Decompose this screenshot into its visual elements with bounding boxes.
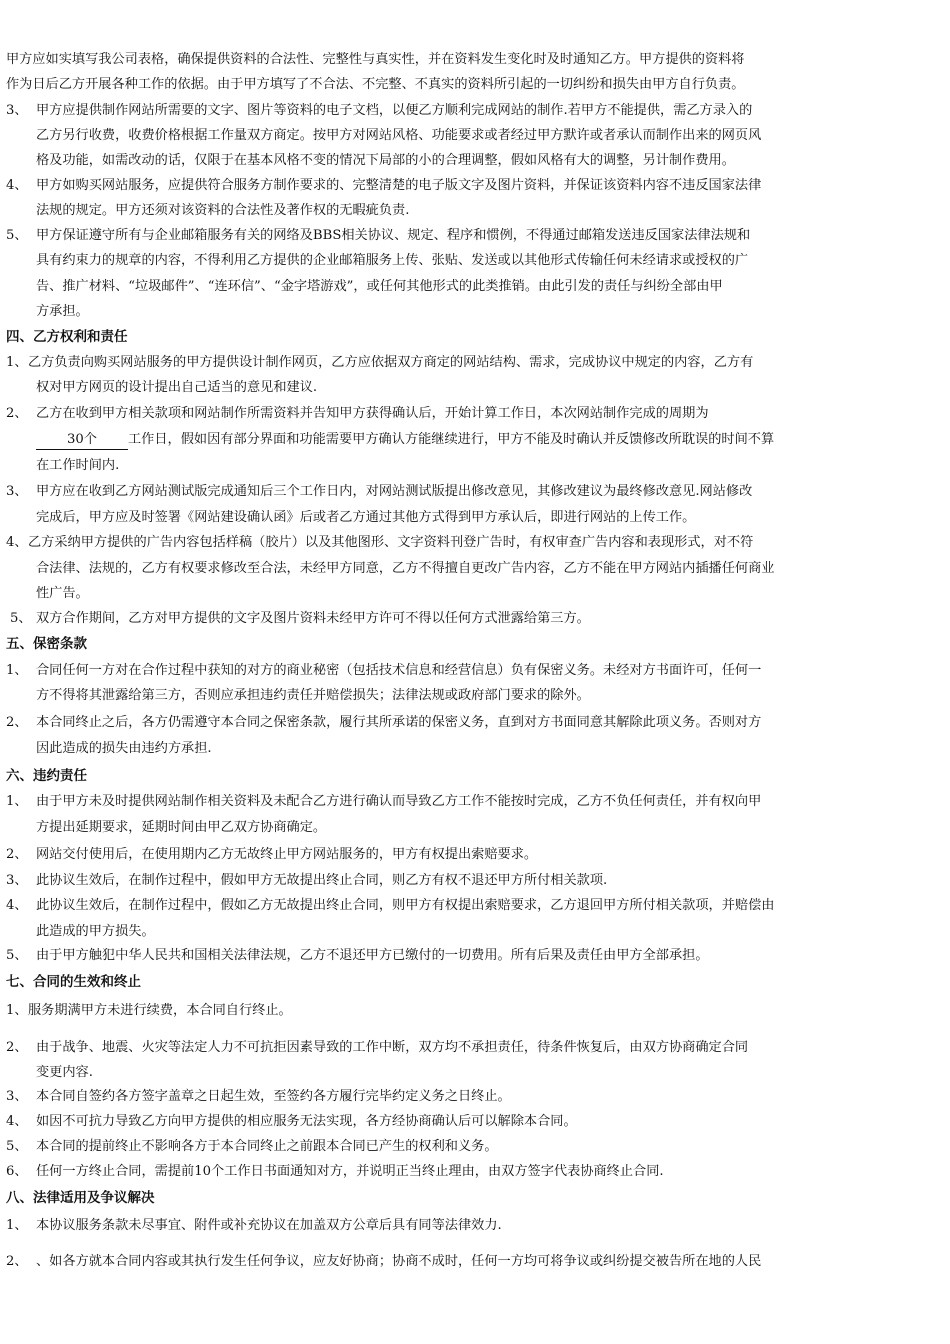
- clause-text: 本合同终止之后，各方仍需遵守本合同之保密条款，履行其所承诺的保密义务，直到对方书面同意其解除此项义务。否则对方: [36, 715, 762, 730]
- clause-text: 由于甲方触犯中华人民共和国相关法律法规，乙方不退还甲方已缴付的一切费用。所有后果及责任由甲方全部承担。: [36, 948, 709, 963]
- clause-text: 甲方保证遵守所有与企业邮箱服务有关的网络及BBS相关协议、规定、程序和惯例，不得通过邮箱发送违反国家法律法规和: [36, 228, 751, 243]
- clause-number: 4、: [6, 535, 28, 550]
- clause-line: [0, 530, 950, 556]
- clause-text: 具有约束力的规章的内容，不得利用乙方提供的企业邮箱服务上传、张贴、发送或以其他形式传输任何未经请求或授权的广: [36, 253, 749, 268]
- clause-line: [0, 223, 950, 249]
- clause-line: [0, 427, 950, 453]
- clause-number: 6、: [6, 1164, 28, 1179]
- clause-text: 乙方另行收费，收费价格根据工作量双方商定。按甲方对网站风格、功能要求或者经过甲方默许或者承认而制作出来的网页风: [36, 128, 762, 143]
- clause-line: [0, 893, 950, 919]
- clause-number: 2、: [6, 715, 28, 730]
- clause-text: 告、推广材料、“垃圾邮件”、“连环信”、“金字塔游戏”，或任何其他形式的此类推销。由此引发的责任与纠纷全部由甲: [36, 279, 723, 294]
- clause-text: 方不得将其泄露给第三方，否则应承担违约责任并赔偿损失；法律法规或政府部门要求的除外。: [36, 688, 590, 703]
- section-heading: [0, 631, 950, 657]
- clause-line: [0, 248, 950, 274]
- clause-text: 合法律、法规的，乙方有权要求修改至合法，未经甲方同意，乙方不得擅自更改广告内容，乙方不能在甲方网站内插播任何商业: [36, 561, 775, 576]
- clause-text: 本合同自签约各方签字盖章之日起生效，至签约各方履行完毕约定义务之日终止。: [36, 1089, 511, 1104]
- clause-line: [0, 274, 950, 300]
- clause-text: 法规的规定。甲方还须对该资料的合法性及著作权的无暇疵负责.: [36, 203, 410, 218]
- clause-line: [0, 1134, 950, 1160]
- clause-text: 、如各方就本合同内容或其执行发生任何争议，应友好协商；协商不成时，任何一方均可将争议或纠纷提交被告所在地的人民: [36, 1254, 762, 1269]
- clause-line: [0, 683, 950, 709]
- clause-text: 由于甲方未及时提供网站制作相关资料及未配合乙方进行确认而导致乙方工作不能按时完成，乙方不负任何责任，并有权向甲: [36, 794, 762, 809]
- clause-text: 服务期满甲方未进行续费，本合同自行终止。: [28, 1003, 292, 1018]
- clause-text: 变更内容.: [36, 1065, 93, 1080]
- clause-text: 如因不可抗力导致乙方向甲方提供的相应服务无法实现，各方经协商确认后可以解除本合同。: [36, 1114, 577, 1129]
- clause-line: [0, 789, 950, 815]
- fill-in-blank: 30个: [36, 431, 128, 450]
- clause-line: [0, 148, 950, 174]
- clause-line: [0, 505, 950, 531]
- clause-text: 合同任何一方对在合作过程中获知的对方的商业秘密（包括技术信息和经营信息）负有保密义务。未经对方书面许可，任何一: [36, 663, 762, 678]
- clause-line: [0, 350, 950, 376]
- clause-line: [0, 1109, 950, 1135]
- clause-text: 完成后，甲方应及时签署《网站建设确认函》后或者乙方通过其他方式得到甲方承认后，即进行网站的上传工作。: [36, 510, 696, 525]
- clause-text: 甲方应在收到乙方网站测试版完成通知后三个工作日内，对网站测试版提出修改意见，其修改建议为最终修改意见.网站修改: [36, 484, 753, 499]
- clause-text: 性广告。: [36, 586, 89, 601]
- section-heading-text: 四、乙方权利和责任: [6, 329, 128, 345]
- clause-number: 5、: [6, 948, 28, 963]
- clause-line: [0, 606, 950, 632]
- clause-text: 此协议生效后，在制作过程中，假如乙方无故提出终止合同，则甲方有权提出索赔要求，乙方退回甲方所付相关款项，并赔偿由: [36, 898, 775, 913]
- clause-text: 本协议服务条款未尽事宜、附件或补充协议在加盖双方公章后具有同等法律效力.: [36, 1218, 502, 1233]
- clause-text: 甲方应提供制作网站所需要的文字、图片等资料的电子文档，以便乙方顺利完成网站的制作.若甲方不能提供，需乙方录入的: [36, 103, 753, 118]
- clause-number: 1、: [6, 663, 28, 678]
- clause-line: [0, 581, 950, 607]
- clause-text: 网站交付使用后，在使用期内乙方无故终止甲方网站服务的，甲方有权提出索赔要求。: [36, 847, 538, 862]
- clause-line: [0, 736, 950, 762]
- clause-line: [0, 1213, 950, 1239]
- clause-number: 4、: [6, 1114, 28, 1129]
- clause-line: [0, 943, 950, 969]
- clause-line: [0, 1035, 950, 1061]
- clause-number: 2、: [6, 1040, 28, 1055]
- clause-line: [0, 1084, 950, 1110]
- clause-line: [0, 868, 950, 894]
- clause-text: 此协议生效后，在制作过程中，假如甲方无故提出终止合同，则乙方有权不退还甲方所付相关款项.: [36, 873, 608, 888]
- clause-text: 由于战争、地震、火灾等法定人力不可抗拒因素导致的工作中断，双方均不承担责任，待条件恢复后，由双方协商确定合同: [36, 1040, 749, 1055]
- clause-line: [0, 1159, 950, 1185]
- clause-line: [0, 479, 950, 505]
- section-heading-text: 七、合同的生效和终止: [6, 974, 141, 990]
- clause-number: 1、: [6, 1003, 28, 1018]
- clause-text: 因此造成的损失由违约方承担.: [36, 741, 212, 756]
- clause-text: 本合同的提前终止不影响各方于本合同终止之前跟本合同已产生的权利和义务。: [36, 1139, 498, 1154]
- clause-number: 5、: [6, 228, 28, 243]
- clause-line: [0, 842, 950, 868]
- clause-number: 4、: [6, 898, 28, 913]
- clause-text: 方承担。: [36, 304, 89, 319]
- clause-line: [0, 1249, 950, 1275]
- clause-text: 乙方在收到甲方相关款项和网站制作所需资料并告知甲方获得确认后，开始计算工作日，本次网站制作完成的周期为: [36, 406, 709, 421]
- clause-line: [0, 556, 950, 582]
- clause-number: 2、: [6, 847, 28, 862]
- clause-line: [0, 1060, 950, 1086]
- section-heading-text: 六、违约责任: [6, 768, 87, 784]
- clause-text: 甲方应如实填写我公司表格，确保提供资料的合法性、完整性与真实性，并在资料发生变化时及时通知乙方。甲方提供的资料将: [6, 52, 745, 67]
- clause-text: 在工作时间内.: [36, 458, 120, 473]
- clause-number: 5、: [10, 611, 32, 626]
- clause-number: 1、: [6, 794, 28, 809]
- clause-line: [0, 919, 950, 945]
- clause-line: [0, 453, 950, 479]
- clause-number: 3、: [6, 484, 28, 499]
- clause-line: [0, 47, 950, 73]
- clause-number: 2、: [6, 1254, 28, 1269]
- clause-line: [0, 299, 950, 325]
- clause-number: 3、: [6, 103, 28, 118]
- clause-text: [36, 427, 774, 453]
- clause-line: [0, 123, 950, 149]
- clause-number: 4、: [6, 178, 28, 193]
- clause-line: [0, 710, 950, 736]
- clause-text: 乙方负责向购买网站服务的甲方提供设计制作网页，乙方应依据双方商定的网站结构、需求，完成协议中规定的内容，乙方有: [28, 355, 754, 370]
- clause-text: 权对甲方网页的设计提出自己适当的意见和建议.: [36, 380, 318, 395]
- clause-text: 双方合作期间，乙方对甲方提供的文字及图片资料未经甲方许可不得以任何方式泄露给第三方。: [36, 611, 590, 626]
- clause-line: [0, 375, 950, 401]
- clause-line: [0, 658, 950, 684]
- clause-line: [0, 198, 950, 224]
- clause-number: 3、: [6, 873, 28, 888]
- clause-text: 任何一方终止合同，需提前10个工作日书面通知对方，并说明正当终止理由，由双方签字代表协商终止合同.: [36, 1164, 664, 1179]
- clause-line: [0, 401, 950, 427]
- clause-text-rest: 工作日，假如因有部分界面和功能需要甲方确认方能继续进行，甲方不能及时确认并反馈修改所耽误的时间不算: [128, 432, 775, 447]
- clause-line: [0, 72, 950, 98]
- clause-text: 此造成的甲方损失。: [36, 924, 155, 939]
- clause-line: [0, 998, 950, 1024]
- clause-text: 乙方采纳甲方提供的广告内容包括样稿（胶片）以及其他图形、文字资料刊登广告时，有权审查广告内容和表现形式，对不符: [28, 535, 754, 550]
- section-heading: [0, 324, 950, 350]
- clause-line: [0, 173, 950, 199]
- section-heading: [0, 969, 950, 995]
- section-heading-text: 八、法律适用及争议解决: [6, 1190, 155, 1206]
- clause-text: 甲方如购买网站服务，应提供符合服务方制作要求的、完整清楚的电子版文字及图片资料，并保证该资料内容不违反国家法律: [36, 178, 762, 193]
- section-heading: [0, 763, 950, 789]
- section-heading: [0, 1185, 950, 1211]
- clause-text: 作为日后乙方开展各种工作的依据。由于甲方填写了不合法、不完整、不真实的资料所引起的一切纠纷和损失由甲方自行负责。: [6, 77, 745, 92]
- section-heading-text: 五、保密条款: [6, 636, 87, 652]
- clause-number: 5、: [6, 1139, 28, 1154]
- clause-line: [0, 815, 950, 841]
- clause-number: 1、: [6, 1218, 28, 1233]
- clause-line: [0, 98, 950, 124]
- clause-number: 3、: [6, 1089, 28, 1104]
- clause-text: 方提出延期要求，延期时间由甲乙双方协商确定。: [36, 820, 327, 835]
- clause-number: 2、: [6, 406, 28, 421]
- clause-text: 格及功能，如需改动的话，仅限于在基本风格不变的情况下局部的小的合理调整，假如风格有大的调整，另计制作费用。: [36, 153, 735, 168]
- clause-number: 1、: [6, 355, 28, 370]
